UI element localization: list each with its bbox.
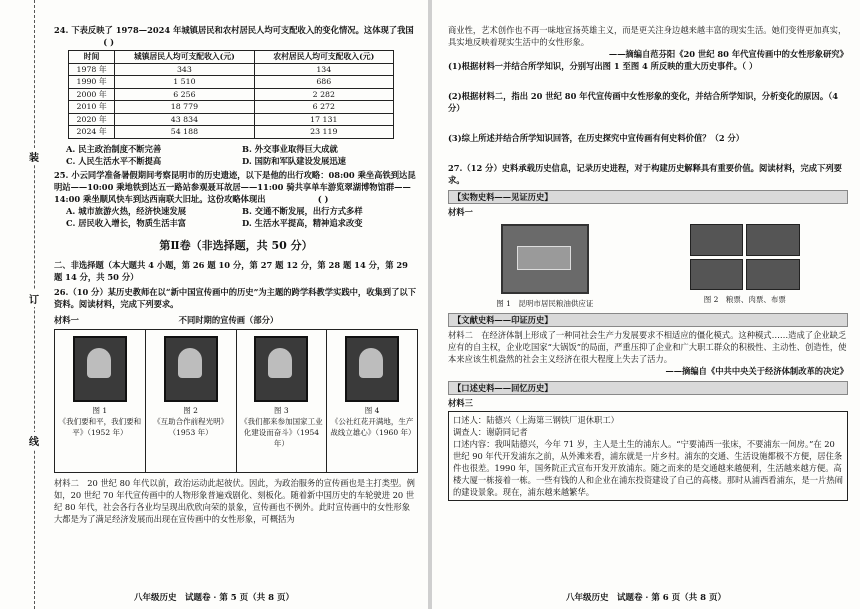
poster-4-fig: 图 4 xyxy=(364,405,380,415)
poster-4 xyxy=(326,330,417,472)
q27-stem: 27.（12 分）史料承载历史信息，记录历史进程，对于构建历史解释具有重要价值。阅读材料，完成下列要求。 xyxy=(448,163,842,185)
cell: 2020 年 xyxy=(69,113,115,126)
cell: 2000 年 xyxy=(69,88,115,101)
page-6 xyxy=(432,0,860,609)
photo-2 xyxy=(690,224,800,309)
cell: 1978 年 xyxy=(69,63,115,76)
th-rural: 农村居民人均可支配收入(元) xyxy=(254,51,393,64)
q24-option-a: A. 民主政治制度不断完善 xyxy=(66,143,162,154)
binding-mark-xian: 线 xyxy=(29,432,39,449)
binding-mark-zhuang: 装 xyxy=(29,148,39,165)
bar-document-sources: 【文献史料——印证历史】 xyxy=(448,313,848,327)
table-row xyxy=(69,101,394,114)
q26-material1-header xyxy=(54,314,418,326)
oral-narrator: 口述人：陆德兴（上海第三钢铁厂退休职工） xyxy=(453,415,619,425)
poster-4-caption: 《公社红花开满地，生产战线立雄心》（1960 年） xyxy=(330,416,416,437)
cell: 6 272 xyxy=(254,101,393,114)
q26-sub1: (1)根据材料一并结合所学知识，分别写出图 1 至图 4 所反映的重大历史事件。（ ） xyxy=(448,61,758,71)
material2-source: ——摘编自范芬阳《20 世纪 80 年代宣传画中的女性形象研究》 xyxy=(608,49,848,59)
poster-2 xyxy=(145,330,236,472)
cell: 1 510 xyxy=(115,76,254,89)
cell: 18 779 xyxy=(115,101,254,114)
oral-interviewer: 调查人：谢蔚同记者 xyxy=(453,427,528,437)
q25-stem: 25. 小云同学准备暑假期间考察昆明市的历史遗迹，以下是他的出行攻略：08:00 乘坐高铁到达昆明站——10:00 乘地铁到达五一路站参观聂耳故居——11:00 骑共享单车游览翠湖博物馆群——14:00 乘坐顺风快车到达西南联大旧址。这份攻略体现出 ( ) xyxy=(54,169,416,204)
material1-title: 不同时期的宣传画（部分） xyxy=(178,314,279,325)
q25-option-d: D. 生活水平提高，精神追求改变 xyxy=(242,217,363,228)
table-row xyxy=(69,126,394,139)
q24-option-d: D. 国防和军队建设发展迅速 xyxy=(242,155,346,166)
material1-label: 材料一 xyxy=(54,314,79,325)
cell: 2010 年 xyxy=(69,101,115,114)
q25-option-c: C. 居民收入增长，物质生活丰富 xyxy=(66,217,187,228)
page-5-footer: 八年级历史 试题卷 · 第 5 页（共 8 页） xyxy=(133,593,295,603)
th-time: 时间 xyxy=(69,51,115,64)
table-row xyxy=(69,113,394,126)
cell: 43 834 xyxy=(115,113,254,126)
q26-stem: 26.（10 分）某历史教师在以“新中国宣传画中的历史”为主题的跨学科教学实践中，收集到了以下资料。阅读材料，完成下列要求。 xyxy=(54,286,416,309)
oral-content: 口述内容：我叫陆德兴，今年 71 岁，主人是土生的浦东人。“宁要浦西一张床，不要浦东一间房。”在 20 世纪 90 年代开发浦东之前，从外滩来看，浦东就是一片乡村。浦东的交通、生活设施都极不方便，居住条件也很差。1990 年，国务院正式宣布开发开放浦东。随之而来的是交通越来越便利，生活越来越方便。高楼大厦一栋接着一栋。一些有钱的人和企业在浦东投资建设了自己的高楼。那时从浦西看浦东，是一片热闹的建设景象。现在，浦东越来越繁华。 xyxy=(453,439,843,497)
poster-4-image xyxy=(345,336,399,402)
poster-3-fig: 图 3 xyxy=(274,405,289,415)
page-6-footer: 八年级历史 试题卷 · 第 6 页（共 8 页） xyxy=(565,593,727,603)
q27-material3-label: 材料三 xyxy=(448,398,473,408)
poster-panel xyxy=(54,329,418,473)
q26-material2: 材料二 20 世纪 80 年代以前，政治运动此起彼伏。因此，为政治服务的宣传画也是主打类型。例如，20 世纪 70 年代宣传画中的人物形象普遍戏剧化、刻板化。随着新中国历史的车轮驶进 20 世纪 80 年代，社会各行各业均呈现出欣欣向荣的景象，宣传画也不例外。此时宣传画中的女性形象大都是为了满足经济发展而出现在宣传画中的女性形象，可概括为 xyxy=(54,477,415,524)
cell: 2 282 xyxy=(254,88,393,101)
income-table xyxy=(68,50,394,139)
q26-sub3: (3)综上所述并结合所学知识回答，在历史探究中宣传画有何史料价值？（2 分） xyxy=(448,133,745,143)
q26-sub2: (2)根据材料二，指出 20 世纪 80 年代宣传画中女性形象的变化，并结合所学知识，分析变化的原因。（4 分） xyxy=(448,91,839,113)
table-row xyxy=(69,76,394,89)
cell: 23 119 xyxy=(254,126,393,139)
q25-option-b: B. 交通不断发展，出行方式多样 xyxy=(242,205,363,216)
photo-1-caption: 昆明市居民粮油供应证 xyxy=(518,299,594,308)
q25-answer-paren: ( ) xyxy=(317,193,329,204)
q24-answer-paren: ( ) xyxy=(103,37,114,47)
page-5 xyxy=(0,0,428,609)
poster-2-fig: 图 2 xyxy=(183,405,198,415)
q25-option-a: A. 城市旅游火热，经济快速发展 xyxy=(66,205,187,216)
q27-material1-label: 材料一 xyxy=(448,207,473,217)
th-urban: 城镇居民人均可支配收入(元) xyxy=(115,51,254,64)
cell: 54 188 xyxy=(115,126,254,139)
poster-3-caption: 《我们都来参加国家工业化建设而奋斗》（1954 年） xyxy=(240,416,323,448)
table-row xyxy=(69,88,394,101)
q24-option-c: C. 人民生活水平不断提高 xyxy=(66,155,162,166)
poster-2-image xyxy=(164,336,218,402)
cell: 686 xyxy=(254,76,393,89)
q24-stem: 24. 下表反映了 1978—2024 年城镇居民和农村居民人均可支配收入的变化情况。这体现了我国 ( ) xyxy=(54,25,414,47)
q27-material2-source: ——摘编自《中共中央关于经济体制改革的决定》 xyxy=(665,366,848,376)
poster-1-image xyxy=(73,336,127,402)
section-2-title: 第Ⅱ卷（非选择题，共 50 分） xyxy=(159,238,313,252)
ration-tickets-image xyxy=(690,224,800,290)
photo-2-fig: 图 2 xyxy=(703,295,719,304)
photo-1 xyxy=(496,224,593,309)
oral-history-box xyxy=(448,411,848,501)
photo-2-caption: 粮票、肉票、布票 xyxy=(725,295,786,304)
poster-1-caption: 《我们要和平，我们要和平》（1952 年） xyxy=(58,416,142,437)
q24-option-b: B. 外交事业取得巨大成就 xyxy=(242,143,338,154)
cell: 134 xyxy=(254,63,393,76)
cell: 17 131 xyxy=(254,113,393,126)
q27-material2: 材料二 在经济体制上形成了一种同社会生产力发展要求不相适应的僵化模式。这种模式……造成了企业缺乏应有的自主权，企业吃国家“大锅饭”的局面，严重压抑了企业和广大职工群众的积极性、主动性、创造性，使本来应该生机盎然的社会主义经济在很大程度上失去了活力。 xyxy=(448,330,847,364)
q27-photos xyxy=(448,224,848,309)
bar-physical-sources: 【实物史料——见证历史】 xyxy=(448,190,848,204)
poster-2-caption: 《互助合作前程光明》（1953 年） xyxy=(153,416,229,437)
poster-3-image xyxy=(254,336,308,402)
photo-1-fig: 图 1 xyxy=(496,299,511,308)
cell: 1990 年 xyxy=(69,76,115,89)
cell: 2024 年 xyxy=(69,126,115,139)
grain-certificate-image xyxy=(501,224,589,294)
q25-options xyxy=(54,205,418,229)
q24-options xyxy=(54,143,418,167)
part-2-instructions: 二、非选择题（本大题共 4 小题，第 26 题 10 分，第 27 题 12 分，第 28 题 14 分，第 29 题 14 分，共 50 分） xyxy=(54,259,408,282)
bar-oral-sources: 【口述史料——回忆历史】 xyxy=(448,381,848,395)
material2-continued: 商业性，艺术创作也不再一味地宣扬英雄主义，而是更关注身边越来越丰富的现实生活。她们变得更加真实，具实地反映着现实生活中的女性形象。 xyxy=(448,25,847,47)
income-table-header xyxy=(69,51,394,64)
cell: 6 256 xyxy=(115,88,254,101)
poster-1-fig: 图 1 xyxy=(92,405,108,415)
cell: 343 xyxy=(115,63,254,76)
poster-3 xyxy=(236,330,327,472)
table-row xyxy=(69,63,394,76)
poster-1 xyxy=(55,330,145,472)
binding-mark-ding: 订 xyxy=(29,290,39,307)
